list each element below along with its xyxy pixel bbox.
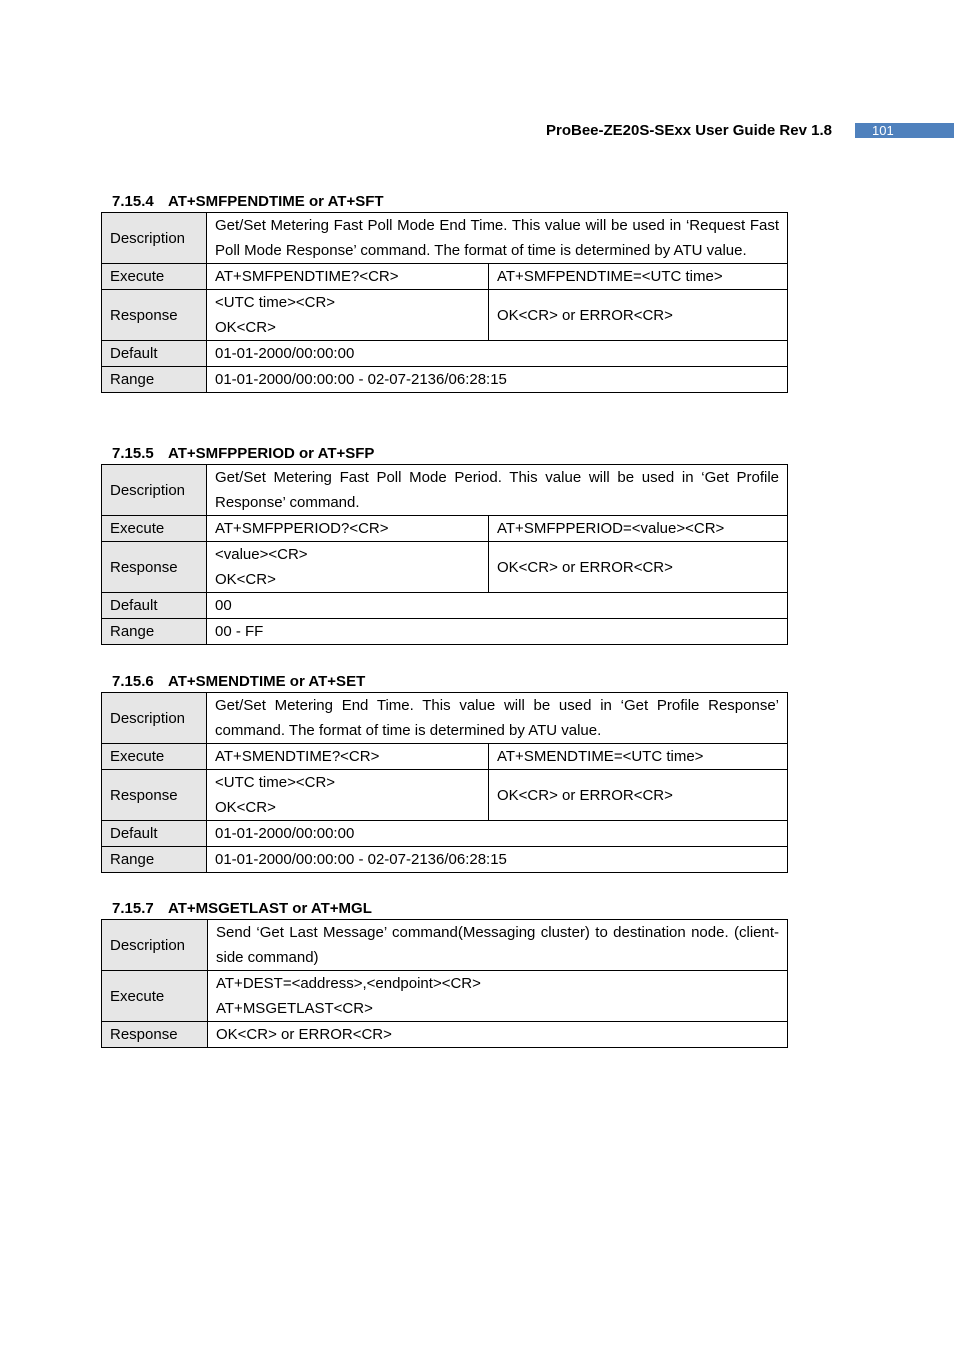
command-table [101,692,788,873]
response-label: Response [102,290,207,341]
section-heading [101,192,787,212]
default-label: Default [102,821,207,847]
default-value: 00 [207,593,788,619]
section-number: 7.15.7 [112,900,154,917]
description-label: Description [102,693,207,744]
description-label: Description [102,213,207,264]
response-row [102,542,788,593]
response-get [207,290,489,341]
execute-row [102,744,788,770]
execute-line: AT+MSGETLAST<CR> [216,1000,373,1017]
default-value: 01-01-2000/00:00:00 [207,341,788,367]
description-label: Description [102,920,208,971]
section-number: 7.15.6 [112,673,154,690]
response-row [102,770,788,821]
section-number: 7.15.5 [112,445,154,462]
section-title: AT+SMFPENDTIME or AT+SFT [168,193,384,210]
execute-row [102,264,788,290]
range-row [102,367,788,393]
document-title: ProBee-ZE20S-SExx User Guide Rev 1.8 [546,122,832,139]
execute-get: AT+SMENDTIME?<CR> [207,744,489,770]
response-get-line: <UTC time><CR> [215,294,336,311]
execute-label: Execute [102,264,207,290]
response-row [102,1022,788,1048]
description-row [102,213,788,264]
section-smfpperiod [101,444,787,645]
default-value: 01-01-2000/00:00:00 [207,821,788,847]
response-label: Response [102,1022,208,1048]
response-row [102,290,788,341]
execute-commands [208,971,788,1022]
page-number: 101 [855,123,954,138]
description-row [102,465,788,516]
response-set: OK<CR> or ERROR<CR> [489,542,788,593]
command-table [101,464,788,645]
range-label: Range [102,367,207,393]
range-label: Range [102,847,207,873]
response-get-line: <value><CR> [215,546,308,563]
section-title: AT+SMFPPERIOD or AT+SFP [168,445,375,462]
response-set: OK<CR> or ERROR<CR> [489,770,788,821]
section-number: 7.15.4 [112,193,154,210]
section-title: AT+MSGETLAST or AT+MGL [168,900,372,917]
range-row [102,619,788,645]
default-row [102,593,788,619]
range-value: 01-01-2000/00:00:00 - 02-07-2136/06:28:15 [207,847,788,873]
execute-set: AT+SMENDTIME=<UTC time> [489,744,788,770]
response-get-line: OK<CR> [215,319,276,336]
response-get-line: OK<CR> [215,799,276,816]
description-text: Send ‘Get Last Message’ command(Messaging cluster) to destination node. (client-side command) [208,920,788,971]
response-label: Response [102,770,207,821]
default-label: Default [102,341,207,367]
execute-row [102,516,788,542]
command-table [101,212,788,393]
description-text: Get/Set Metering Fast Poll Mode Period. This value will be used in ‘Get Profile Response’ command. [207,465,788,516]
response-label: Response [102,542,207,593]
description-text: Get/Set Metering End Time. This value will be used in ‘Get Profile Response’ command. The format of time is determined by ATU value. [207,693,788,744]
execute-set: AT+SMFPPERIOD=<value><CR> [489,516,788,542]
response-get-line: <UTC time><CR> [215,774,336,791]
default-row [102,821,788,847]
response-get [207,542,489,593]
description-label: Description [102,465,207,516]
section-heading [101,672,787,692]
range-value: 00 - FF [207,619,788,645]
section-smendtime [101,672,787,873]
range-row [102,847,788,873]
range-label: Range [102,619,207,645]
response-set: OK<CR> or ERROR<CR> [489,290,788,341]
execute-get: AT+SMFPENDTIME?<CR> [207,264,489,290]
command-table [101,919,788,1048]
execute-line: AT+DEST=<address>,<endpoint><CR> [216,975,481,992]
default-label: Default [102,593,207,619]
execute-row [102,971,788,1022]
description-text: Get/Set Metering Fast Poll Mode End Time. This value will be used in ‘Request Fast Poll Mode Response’ command. The format of time is determined by ATU value. [207,213,788,264]
response-get-line: OK<CR> [215,571,276,588]
execute-set: AT+SMFPENDTIME=<UTC time> [489,264,788,290]
execute-get: AT+SMFPPERIOD?<CR> [207,516,489,542]
section-heading [101,444,787,464]
response-get [207,770,489,821]
section-smfpendtime [101,192,787,393]
execute-label: Execute [102,516,207,542]
execute-label: Execute [102,971,208,1022]
description-row [102,693,788,744]
response-value: OK<CR> or ERROR<CR> [208,1022,788,1048]
description-row [102,920,788,971]
execute-label: Execute [102,744,207,770]
range-value: 01-01-2000/00:00:00 - 02-07-2136/06:28:15 [207,367,788,393]
section-title: AT+SMENDTIME or AT+SET [168,673,366,690]
default-row [102,341,788,367]
section-heading [101,899,787,919]
section-msgetlast [101,899,787,1048]
